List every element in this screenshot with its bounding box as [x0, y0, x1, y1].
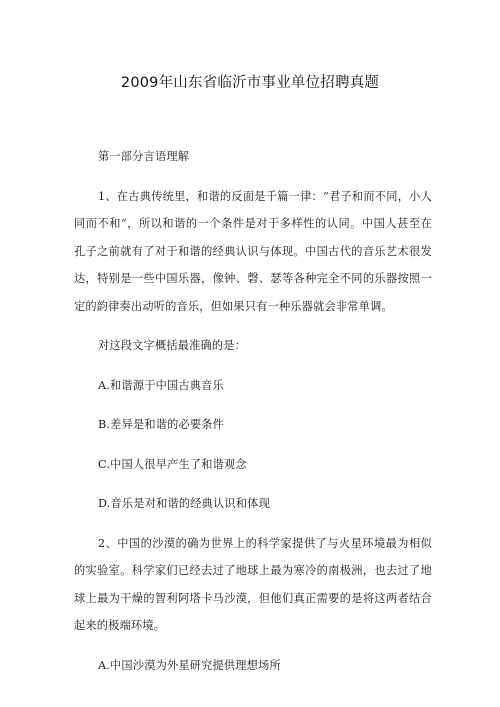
- question-1-prompt: 对这段文字概括最准确的是：: [98, 339, 247, 352]
- document-title: 2009年山东省临沂市事业单位招聘真题: [120, 75, 380, 91]
- question-2-option-a: A.中国沙漠为外星研究提供理想场所: [98, 658, 281, 672]
- section-heading: 第一部分言语理解: [98, 150, 190, 163]
- question-1-option-a: A.和谐源于中国古典音乐: [98, 378, 224, 392]
- question-1-option-b: B.差异是和谐的必要条件: [98, 418, 225, 431]
- document-body: [74, 143, 432, 691]
- question-1-option-d: D.音乐是对和谐的经典认识和体现: [98, 497, 270, 510]
- question-2-text: 2、中国的沙漠的确为世界上的科学家提供了与火星环境最为相似的实验室。科学家们已经去过了地球上最为寒冷的南极洲，也去过了地球上最为干燥的智利阿塔卡马沙漠，但他们真正需要的是将这两者结合起来的极端环境。: [74, 536, 432, 632]
- question-1-text: 1、在古典传统里，和谐的反面是千篇一律：“君子和而不同，小人同而不和“，所以和谐的一个条件是对于多样性的认同。中国人甚至在孔子之前就有了对于和谐的经典认识与体现。中国古代的音乐艺术很发达，特别是一些中国乐器，像钟、磬、瑟等各种完全不同的乐器按照一定的韵律奏出动听的音乐，但如果只有一种乐器就会非常单调。: [74, 189, 432, 313]
- question-1-option-c: C.中国人很早产生了和谐观念: [98, 457, 247, 471]
